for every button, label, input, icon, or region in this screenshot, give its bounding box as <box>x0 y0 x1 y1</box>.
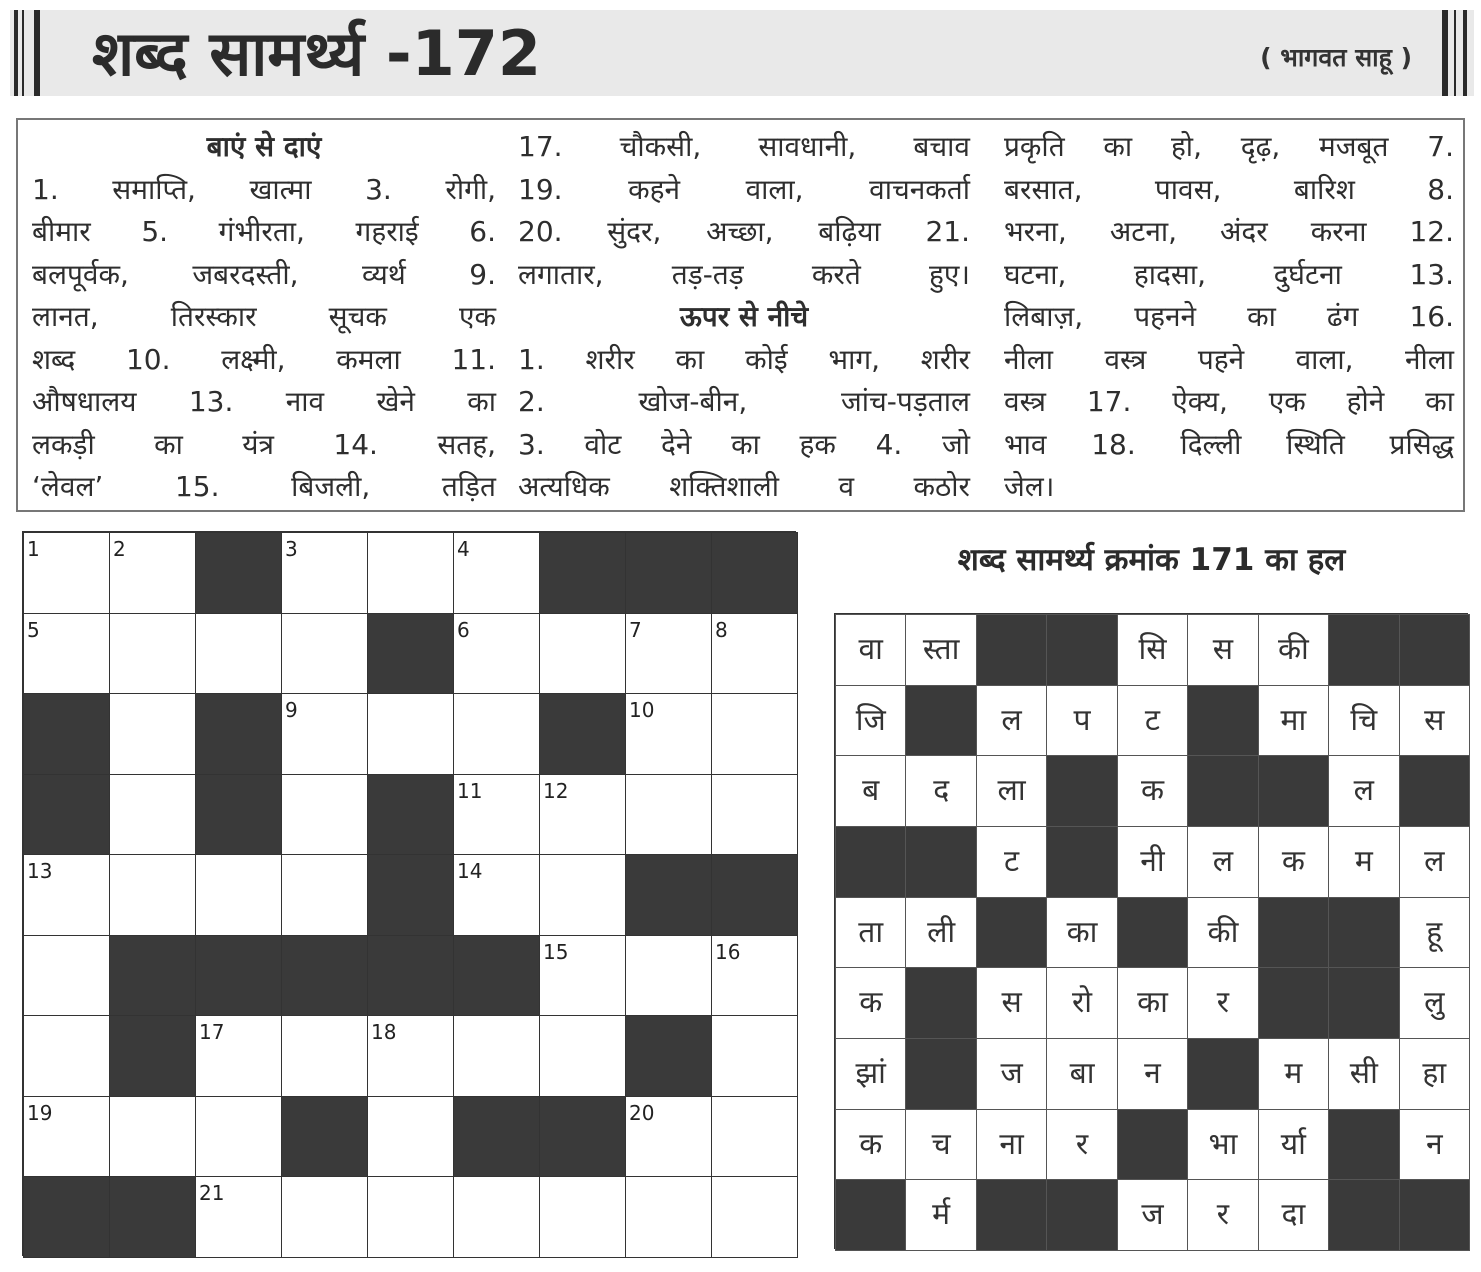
solution-black-cell <box>1328 1109 1399 1181</box>
clue-line: जेल। <box>1004 470 1055 503</box>
solution-black-cell <box>905 685 976 757</box>
crossword-cell[interactable] <box>539 774 626 856</box>
crossword-cell[interactable] <box>625 693 712 775</box>
solution-black-cell <box>905 1038 976 1110</box>
crossword-cell[interactable] <box>281 613 368 695</box>
solution-black-cell <box>835 826 906 898</box>
clue-column-2 <box>518 126 970 509</box>
crossword-cell[interactable] <box>23 1015 110 1097</box>
page-title: शब्द सामर्थ्य -172 <box>92 17 541 90</box>
solution-cell: मा <box>1258 685 1329 757</box>
header-banner <box>10 10 1474 96</box>
solution-black-cell <box>1328 614 1399 686</box>
solution-cell: ल <box>1187 826 1258 898</box>
crossword-cell[interactable] <box>281 1015 368 1097</box>
crossword-cell[interactable] <box>23 532 110 614</box>
crossword-black-cell <box>453 935 540 1017</box>
crossword-cell[interactable] <box>23 1096 110 1178</box>
crossword-cell[interactable] <box>539 935 626 1017</box>
solution-cell: का <box>1046 897 1117 969</box>
solution-cell: र <box>1187 967 1258 1039</box>
crossword-black-cell <box>23 1176 110 1258</box>
header-bar-right-thin <box>1454 10 1456 96</box>
crossword-black-cell <box>109 935 196 1017</box>
solution-cell: चि <box>1328 685 1399 757</box>
crossword-cell[interactable] <box>195 613 282 695</box>
crossword-cell[interactable] <box>625 613 712 695</box>
solution-cell: र <box>1187 1179 1258 1251</box>
solution-cell: ली <box>905 897 976 969</box>
crossword-black-cell <box>711 854 798 936</box>
crossword-black-cell <box>625 532 712 614</box>
crossword-black-cell <box>367 854 454 936</box>
clue-number: 9 <box>285 698 298 723</box>
clue-line: औषधालय 13. नाव खेने का <box>32 385 496 418</box>
crossword-cell[interactable] <box>453 532 540 614</box>
author-credit: ( भागवत साहू ) <box>1260 43 1412 72</box>
solution-cell: र <box>1046 1109 1117 1181</box>
crossword-cell[interactable] <box>109 854 196 936</box>
crossword-cell[interactable] <box>109 532 196 614</box>
header-bar-left-thick <box>34 10 40 96</box>
clue-line: नीला वस्त्र पहने वाला, नीला <box>1004 342 1454 376</box>
clue-number: 13 <box>27 859 53 884</box>
crossword-cell[interactable] <box>195 854 282 936</box>
crossword-black-cell <box>23 774 110 856</box>
clue-number: 5 <box>27 617 40 642</box>
solution-cell: बा <box>1046 1038 1117 1110</box>
solution-cell: की <box>1187 897 1258 969</box>
crossword-cell[interactable] <box>367 532 454 614</box>
crossword-grid <box>22 531 796 1256</box>
down-heading: ऊपर से नीचे <box>679 300 809 333</box>
solution-cell: क <box>1258 826 1329 898</box>
solution-black-cell <box>835 1179 906 1251</box>
clue-number: 1 <box>27 537 40 561</box>
crossword-cell[interactable] <box>625 1176 712 1258</box>
crossword-black-cell <box>281 1096 368 1178</box>
solution-black-cell <box>1187 755 1258 827</box>
solution-black-cell <box>976 897 1047 969</box>
crossword-cell[interactable] <box>711 1176 798 1258</box>
crossword-cell[interactable] <box>23 935 110 1017</box>
clue-number: 15 <box>543 939 569 964</box>
crossword-cell[interactable] <box>625 774 712 856</box>
crossword-cell[interactable] <box>625 935 712 1017</box>
crossword-cell[interactable] <box>367 693 454 775</box>
solution-cell: द <box>905 755 976 827</box>
solution-cell: का <box>1117 967 1188 1039</box>
header-bar-left-thin <box>22 10 24 96</box>
clue-number: 4 <box>457 537 470 561</box>
crossword-black-cell <box>711 532 798 614</box>
header-bar-right-thick <box>1442 10 1448 96</box>
clue-line: लकड़ी का यंत्र 14. सतह, <box>32 427 496 461</box>
clue-line: लानत, तिरस्कार सूचक एक <box>32 300 496 333</box>
crossword-black-cell <box>195 935 282 1017</box>
clue-number: 19 <box>27 1100 53 1125</box>
solution-cell: स्ता <box>905 614 976 686</box>
crossword-black-cell <box>453 1096 540 1178</box>
crossword-cell[interactable] <box>367 1015 454 1097</box>
crossword-cell[interactable] <box>539 613 626 695</box>
solution-cell: र्म <box>905 1179 976 1251</box>
clue-number: 12 <box>543 778 569 803</box>
solution-cell: झां <box>835 1038 906 1110</box>
clue-line: घटना, हादसा, दुर्घटना 13. <box>1004 257 1454 291</box>
solution-black-cell <box>1117 1109 1188 1181</box>
clue-number: 11 <box>457 778 483 803</box>
crossword-cell[interactable] <box>367 1176 454 1258</box>
clue-line: लिबाज़, पहनने का ढंग 16. <box>1004 300 1454 333</box>
clue-line: अत्यधिक शक्तिशाली व कठोर <box>518 470 970 503</box>
solution-black-cell <box>1046 755 1117 827</box>
solution-black-cell <box>1328 1179 1399 1251</box>
solution-cell: र्या <box>1258 1109 1329 1181</box>
solution-cell: म <box>1328 826 1399 898</box>
solution-cell: की <box>1258 614 1329 686</box>
crossword-black-cell <box>367 774 454 856</box>
solution-cell: क <box>835 967 906 1039</box>
solution-cell: सी <box>1328 1038 1399 1110</box>
clues-box <box>16 118 1465 512</box>
crossword-cell[interactable] <box>711 693 798 775</box>
solution-cell: हा <box>1399 1038 1470 1110</box>
crossword-cell[interactable] <box>195 1015 282 1097</box>
solution-cell: ब <box>835 755 906 827</box>
solution-cell: ट <box>1117 685 1188 757</box>
crossword-black-cell <box>281 935 368 1017</box>
crossword-cell[interactable] <box>195 1096 282 1178</box>
solution-black-cell <box>976 1179 1047 1251</box>
crossword-cell[interactable] <box>453 774 540 856</box>
crossword-cell[interactable] <box>109 693 196 775</box>
clue-number: 6 <box>457 617 470 642</box>
crossword-cell[interactable] <box>711 935 798 1017</box>
crossword-cell[interactable] <box>539 1015 626 1097</box>
clue-number: 21 <box>199 1181 225 1206</box>
clue-number: 16 <box>715 939 741 964</box>
solution-cell: रो <box>1046 967 1117 1039</box>
clue-line: 2. खोज-बीन, जांच-पड़ताल <box>518 385 970 418</box>
crossword-cell[interactable] <box>539 1176 626 1258</box>
solution-cell: स <box>1187 614 1258 686</box>
solution-black-cell <box>1046 826 1117 898</box>
clue-line: भरना, अटना, अंदर करना 12. <box>1004 215 1454 248</box>
crossword-cell[interactable] <box>711 613 798 695</box>
solution-cell: वा <box>835 614 906 686</box>
solution-cell: ल <box>1328 755 1399 827</box>
crossword-cell[interactable] <box>453 613 540 695</box>
clue-line: शब्द 10. लक्ष्मी, कमला 11. <box>32 342 496 376</box>
clue-number: 8 <box>715 617 728 642</box>
crossword-black-cell <box>109 1176 196 1258</box>
crossword-cell[interactable] <box>281 1176 368 1258</box>
solution-cell: ना <box>976 1109 1047 1181</box>
crossword-black-cell <box>195 774 282 856</box>
clue-number: 17 <box>199 1020 225 1045</box>
crossword-cell[interactable] <box>23 854 110 936</box>
solution-cell: ला <box>976 755 1047 827</box>
solution-cell: स <box>976 967 1047 1039</box>
clue-number: 7 <box>629 617 642 642</box>
crossword-black-cell <box>23 693 110 775</box>
crossword-cell[interactable] <box>367 1096 454 1178</box>
crossword-black-cell <box>109 1015 196 1097</box>
solution-cell: न <box>1399 1109 1470 1181</box>
clue-line: 20. सुंदर, अच्छा, बढ़िया 21. <box>518 215 970 248</box>
solution-black-cell <box>1328 897 1399 969</box>
crossword-cell[interactable] <box>711 1015 798 1097</box>
clue-line: 19. कहने वाला, वाचनकर्ता <box>518 172 970 206</box>
solution-black-cell <box>1187 1038 1258 1110</box>
solution-cell: नी <box>1117 826 1188 898</box>
clue-line: 1. शरीर का कोई भाग, शरीर <box>518 342 970 376</box>
clue-column-3 <box>1004 126 1454 509</box>
solution-black-cell <box>1258 755 1329 827</box>
across-heading: बाएं से दाएं <box>206 130 322 163</box>
crossword-cell[interactable] <box>453 1015 540 1097</box>
crossword-black-cell <box>367 935 454 1017</box>
solution-cell: लु <box>1399 967 1470 1039</box>
clue-line: प्रकृति का हो, दृढ़, मजबूत 7. <box>1004 130 1454 163</box>
clue-line: 17. चौकसी, सावधानी, बचाव <box>518 130 970 163</box>
crossword-black-cell <box>539 532 626 614</box>
crossword-black-cell <box>539 693 626 775</box>
clue-line: 1. समाप्ति, खात्मा 3. रोगी, <box>32 172 496 206</box>
crossword-black-cell <box>625 1015 712 1097</box>
solution-cell: सि <box>1117 614 1188 686</box>
clue-line: वस्त्र 17. ऐक्य, एक होने का <box>1004 385 1454 418</box>
header-bar-right <box>1463 10 1467 96</box>
solution-cell: क <box>1117 755 1188 827</box>
crossword-cell[interactable] <box>711 1096 798 1178</box>
solution-cell: जि <box>835 685 906 757</box>
crossword-cell[interactable] <box>23 613 110 695</box>
clue-column-1 <box>32 126 496 509</box>
clue-line: 3. वोट देने का हक 4. जो <box>518 427 970 461</box>
solution-cell: भा <box>1187 1109 1258 1181</box>
solution-black-cell <box>976 614 1047 686</box>
solution-cell: ज <box>1117 1179 1188 1251</box>
solution-cell: प <box>1046 685 1117 757</box>
solution-cell: क <box>835 1109 906 1181</box>
solution-cell: च <box>905 1109 976 1181</box>
clue-line: बीमार 5. गंभीरता, गहराई 6. <box>32 215 496 248</box>
solution-black-cell <box>1046 614 1117 686</box>
solution-cell: ल <box>976 685 1047 757</box>
solution-cell: ता <box>835 897 906 969</box>
clue-line: भाव 18. दिल्ली स्थिति प्रसिद्ध <box>1004 427 1454 461</box>
crossword-black-cell <box>539 1096 626 1178</box>
solution-black-cell <box>905 826 976 898</box>
crossword-cell[interactable] <box>453 693 540 775</box>
solution-black-cell <box>1399 1179 1470 1251</box>
solution-black-cell <box>1187 685 1258 757</box>
header-bar-left <box>14 10 18 96</box>
clue-number: 14 <box>457 859 483 884</box>
solution-cell: ट <box>976 826 1047 898</box>
clue-number: 10 <box>629 698 655 723</box>
crossword-black-cell <box>625 854 712 936</box>
crossword-cell[interactable] <box>281 532 368 614</box>
solution-cell: न <box>1117 1038 1188 1110</box>
clue-line: लगातार, तड़-तड़ करते हुए। <box>518 257 970 291</box>
crossword-black-cell <box>367 613 454 695</box>
solution-cell: दा <box>1258 1179 1329 1251</box>
clue-line: ‘लेवल’ 15. बिजली, तड़ित <box>32 470 496 503</box>
solution-cell: ल <box>1399 826 1470 898</box>
solution-black-cell <box>1258 897 1329 969</box>
crossword-cell[interactable] <box>281 774 368 856</box>
solution-black-cell <box>1046 1179 1117 1251</box>
clue-number: 18 <box>371 1020 397 1045</box>
clue-number: 2 <box>113 537 126 561</box>
crossword-cell[interactable] <box>711 774 798 856</box>
clue-line: बलपूर्वक, जबरदस्ती, व्यर्थ 9. <box>32 257 496 291</box>
crossword-black-cell <box>195 693 282 775</box>
solution-title: शब्द सामर्थ्य क्रमांक 171 का हल <box>957 542 1346 578</box>
clue-number: 3 <box>285 537 298 561</box>
solution-cell: स <box>1399 685 1470 757</box>
solution-cell: ज <box>976 1038 1047 1110</box>
crossword-cell[interactable] <box>195 1176 282 1258</box>
crossword-cell[interactable] <box>539 854 626 936</box>
solution-grid <box>834 613 1468 1249</box>
solution-black-cell <box>1117 897 1188 969</box>
solution-black-cell <box>1258 967 1329 1039</box>
clue-line: बरसात, पावस, बारिश 8. <box>1004 172 1454 206</box>
crossword-cell[interactable] <box>109 613 196 695</box>
clue-number: 20 <box>629 1100 655 1125</box>
crossword-cell[interactable] <box>109 774 196 856</box>
crossword-black-cell <box>195 532 282 614</box>
solution-cell: हू <box>1399 897 1470 969</box>
crossword-cell[interactable] <box>109 1096 196 1178</box>
crossword-cell[interactable] <box>625 1096 712 1178</box>
crossword-cell[interactable] <box>281 854 368 936</box>
crossword-cell[interactable] <box>453 1176 540 1258</box>
crossword-cell[interactable] <box>453 854 540 936</box>
solution-cell: म <box>1258 1038 1329 1110</box>
solution-black-cell <box>1328 967 1399 1039</box>
solution-black-cell <box>1399 755 1470 827</box>
crossword-cell[interactable] <box>281 693 368 775</box>
solution-black-cell <box>905 967 976 1039</box>
solution-black-cell <box>1399 614 1470 686</box>
